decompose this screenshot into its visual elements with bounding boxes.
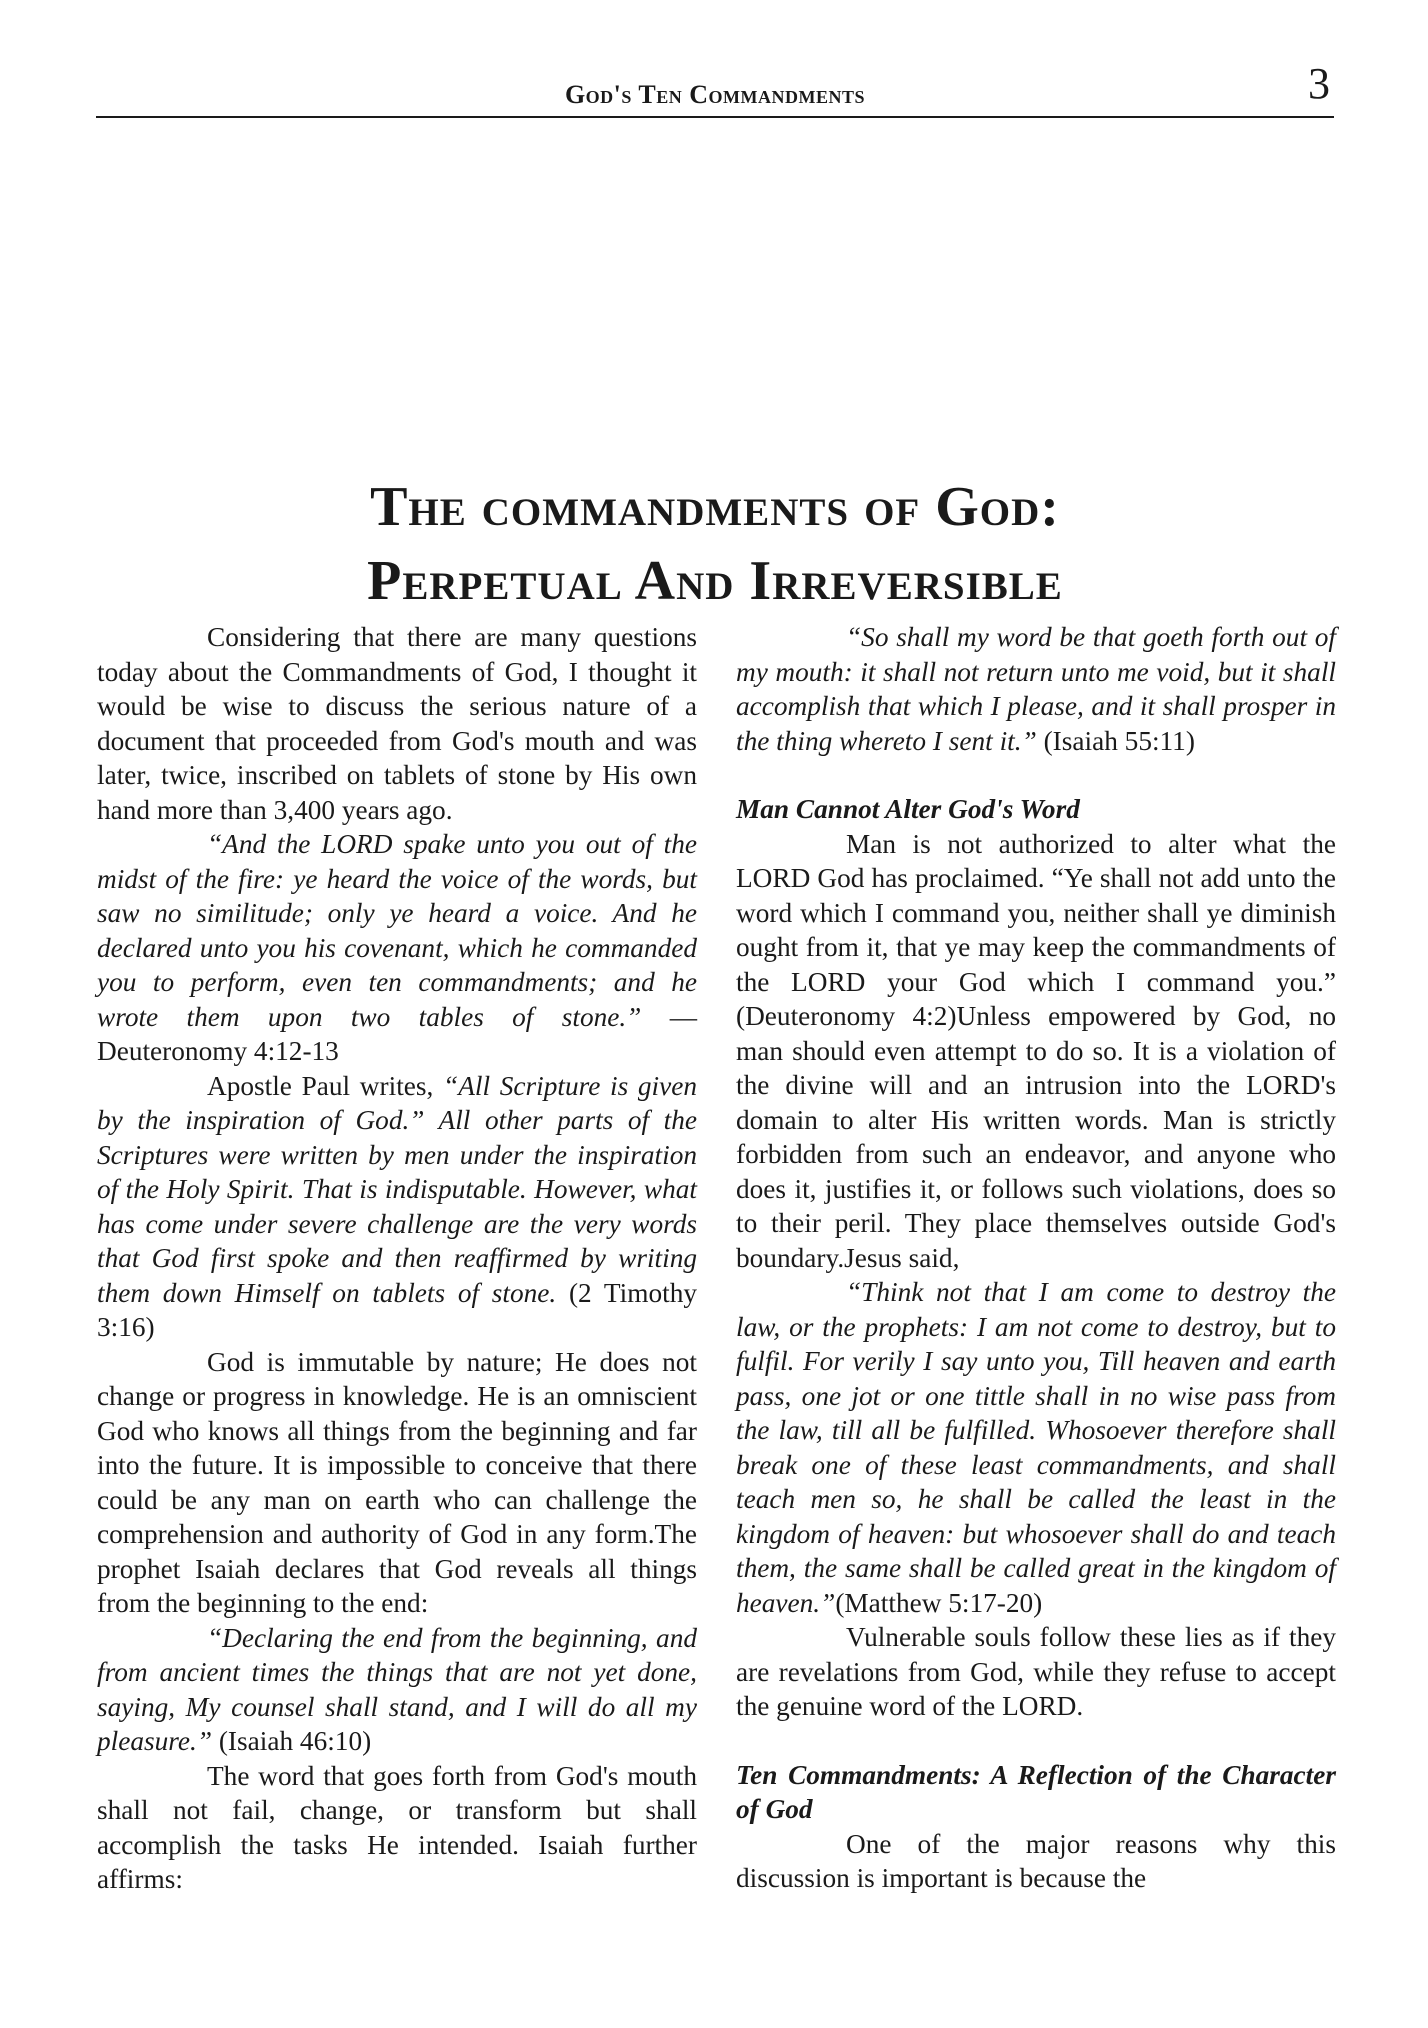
paragraph-not-authorized: Man is not authorized to alter what the LORD God has proclaimed. “Ye shall not add unto the word which I command you, neither shall ye diminish ought from it, that ye may keep the commandments of the LORD your God which I command you.” (Deuteronomy 4:2)Unless empowered by God, no man should even attempt to do so. It is a violation of the divine will and an intrusion into the LORD's domain to alter His written words. Man is strictly forbidden from such an endeavor, and anyone who does it, justifies it, or follows such violations, does so to their peril. They place themselves outside God's boundary.Jesus said, [736, 828, 1336, 1273]
quote-deuteronomy-4-12 [97, 827, 697, 1069]
page-number: 3 [1308, 59, 1330, 108]
quote-reference: (Isaiah 46:10) [212, 1726, 372, 1756]
quote-reference: (Matthew 5:17-20) [835, 1587, 1043, 1618]
paragraph-intro: Considering that there are many questions today about the Commandments of God, I thought it would be wise to discuss the serious nature of a document that proceeded from God's mouth and was later, twice, inscribed on tablets of stone by His own hand more than 3,400 years ago. [97, 622, 697, 825]
quote-reference: (Isaiah 55:11) [1036, 725, 1195, 756]
paragraph-vulnerable-souls: Vulnerable souls follow these lies as if they are revelations from God, while they refuse to accept the genuine word of the LORD. [736, 1622, 1336, 1721]
quote-reference: — Deuteronomy 4:12-13 [97, 1001, 697, 1066]
left-column [97, 620, 697, 1897]
paragraph-text: Apostle Paul writes, [207, 1070, 444, 1101]
right-column [736, 620, 1336, 1896]
running-header [96, 60, 1334, 118]
chapter-title-line-2: Perpetual And Irreversible [367, 550, 1063, 612]
paragraph-major-reasons: One of the major reasons why this discussion is important is because the [736, 1828, 1336, 1893]
quote-isaiah-55-11 [736, 620, 1336, 758]
quote-text: “Declaring the end from the beginning, and from ancient times the things that are not yet done, saying, My counsel shall stand, and I will do all my pleasure.” [97, 1622, 697, 1756]
subheading-reflection-of-character: Ten Commandments: A Reflection of the Character of God [736, 1759, 1336, 1824]
paragraph-paul [97, 1069, 697, 1345]
chapter-title-line-1: The commandments of God: [370, 476, 1060, 538]
quote-matthew-5-17 [736, 1275, 1336, 1620]
quote-isaiah-46-10 [97, 1621, 697, 1759]
paragraph-immutable: God is immutable by nature; He does not change or progress in knowledge. He is an omniscient God who knows all things from the beginning and far into the future. It is impossible to conceive that there could be any man on earth who can challenge the comprehension and authority of God in any form.The prophet Isaiah declares that God reveals all things from the beginning to the end: [97, 1346, 697, 1618]
quote-text: “Think not that I am come to destroy the law, or the prophets: I am not come to destroy, but to fulfil. For verily I say unto you, Till heaven and earth pass, one jot or one tittle shall in no wise pass from the law, till all be fulfilled. Whosoever therefore shall break one of these least commandments, and shall teach men so, he shall be called the least in the kingdom of heaven: but whosoever shall do and teach them, the same shall be called great in the kingdom of heaven.” [736, 1277, 1336, 1618]
quote-text: “And the LORD spake unto you out of the midst of the fire: ye heard the voice of the words, but saw no similitude; only ye heard a voice. And he declared unto you his covenant, which he commanded you to perform, even ten commandments; and he wrote them upon two tables of stone.” [97, 829, 697, 1032]
chapter-title [96, 470, 1334, 618]
running-title: God's Ten Commandments [564, 80, 866, 109]
subheading-man-cannot-alter: Man Cannot Alter God's Word [736, 794, 1080, 824]
quote-reference: (2 Timothy 3:16) [97, 1277, 697, 1342]
quote-text: “So shall my word be that goeth forth out of my mouth: it shall not return unto me void, but it shall accomplish that which I please, and it shall prosper in the thing whereto I sent it.” [736, 622, 1336, 756]
paragraph-italic-text: “All Scripture is given by the inspiration of God.” All other parts of the Scriptures were written by men under the inspiration of the Holy Spirit. That is indisputable. However, what has come under severe challenge are the very words that God first spoke and then reaffirmed by writing them down Himself on tablets of stone. [97, 1070, 697, 1308]
paragraph-word-goes-forth: The word that goes forth from God's mouth shall not fail, change, or transform but shall accomplish the tasks He intended. Isaiah further affirms: [97, 1760, 697, 1894]
